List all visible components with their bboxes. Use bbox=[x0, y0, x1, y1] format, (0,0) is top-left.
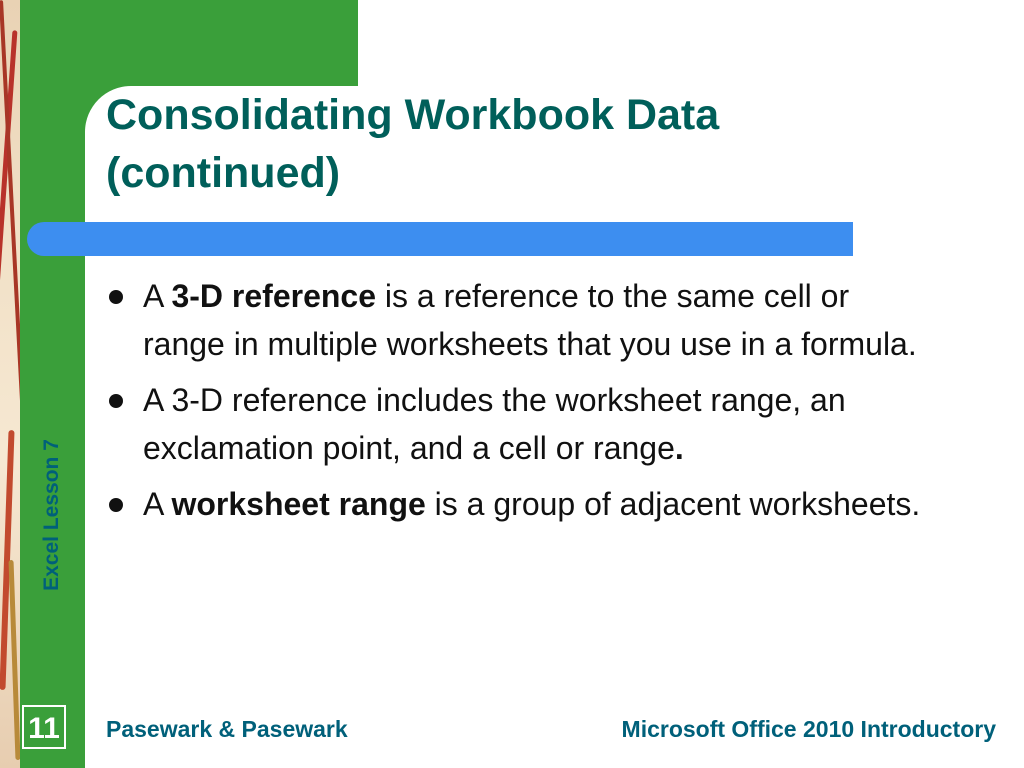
bullet-item-3 bbox=[106, 480, 936, 528]
slide-number: 11 bbox=[22, 705, 66, 749]
green-top-band bbox=[20, 0, 358, 86]
bullet-1-bold: 3-D reference bbox=[171, 278, 377, 314]
slide-title bbox=[106, 86, 866, 202]
bullet-item-1 bbox=[106, 272, 936, 368]
bullet-1-pre: A bbox=[143, 278, 172, 314]
bullet-list bbox=[106, 272, 936, 536]
bullet-1-post: is a reference to the same cell or range in multiple worksheets that you use in a formula. bbox=[143, 278, 917, 362]
bullet-icon bbox=[109, 290, 123, 304]
bullet-item-2 bbox=[106, 376, 936, 472]
bullet-3-post: is a group of adjacent worksheets. bbox=[425, 486, 921, 522]
bullet-3-bold: worksheet range bbox=[171, 486, 426, 522]
bullet-icon bbox=[109, 394, 123, 408]
lesson-side-label: Excel Lesson 7 bbox=[40, 439, 63, 591]
bullet-2-bold: . bbox=[674, 430, 684, 466]
green-side-band bbox=[20, 0, 85, 768]
bullet-2-pre: A 3-D reference includes the worksheet range, an exclamation point, and a cell or range bbox=[143, 382, 846, 466]
slide-title-line1: Consolidating Workbook Data bbox=[106, 91, 720, 139]
title-divider-bar bbox=[27, 222, 853, 256]
decorative-image-strip bbox=[0, 0, 20, 768]
footer-author: Pasewark & Pasewark bbox=[106, 716, 348, 742]
slide-title-line2: (continued) bbox=[106, 149, 341, 197]
bullet-icon bbox=[109, 498, 123, 512]
footer-course: Microsoft Office 2010 Introductory bbox=[621, 716, 996, 742]
bullet-3-pre: A bbox=[143, 486, 172, 522]
